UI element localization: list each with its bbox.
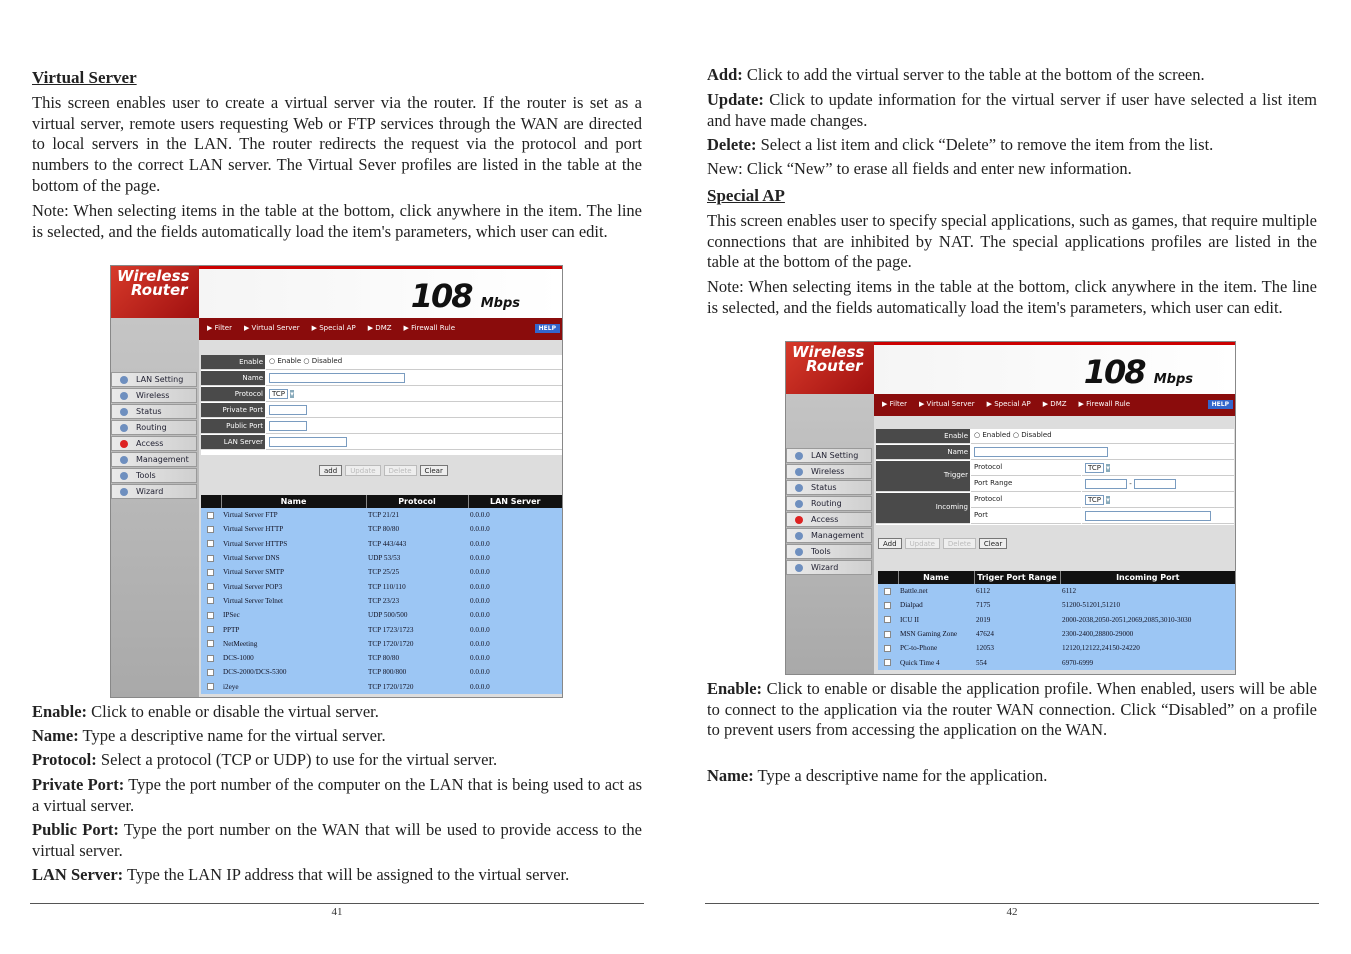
table-cell: TCP 1720/1720 bbox=[368, 682, 414, 691]
vs-buttons bbox=[319, 465, 451, 476]
table-cell: 47624 bbox=[976, 630, 994, 639]
table-cell: 0.0.0.0 bbox=[470, 654, 490, 663]
menu-access[interactable]: Access bbox=[786, 512, 872, 527]
nav-virtual-server[interactable]: ▶ Virtual Server bbox=[243, 324, 300, 332]
vs-row[interactable] bbox=[201, 579, 563, 593]
update-button[interactable]: Update bbox=[345, 465, 380, 476]
left-footer bbox=[30, 903, 644, 918]
ap-form: Enable ○ Enabled ○ Disabled Name Trigger Protocol TCP ▾ Port Range - Incoming Protocol TCP ▾ Port bbox=[876, 429, 1234, 525]
clear-button[interactable]: Clear bbox=[420, 465, 448, 476]
table-cell: TCP 1723/1723 bbox=[368, 625, 414, 634]
table-cell: Virtual Server SMTP bbox=[223, 568, 285, 577]
table-cell: Virtual Server FTP bbox=[223, 511, 278, 520]
nav-special-ap[interactable]: ▶ Special AP bbox=[311, 324, 356, 332]
menu-wireless[interactable]: Wireless bbox=[111, 388, 197, 403]
table-cell: Quick Time 4 bbox=[900, 658, 940, 667]
enable-label: Enable bbox=[201, 355, 265, 370]
table-cell: i2eye bbox=[223, 682, 239, 691]
col-name: Name bbox=[221, 495, 366, 508]
def-delete: Delete: Select a list item and click “Delete” to remove the item from the list. bbox=[707, 135, 1214, 154]
menu-management[interactable]: Management bbox=[111, 452, 197, 467]
table-cell: NetMeeting bbox=[223, 639, 258, 648]
nav-dmz[interactable]: ▶ DMZ bbox=[1042, 400, 1067, 408]
def-new: New: Click “New” to erase all fields and enter new information. bbox=[707, 159, 1132, 178]
table-cell: Virtual Server DNS bbox=[223, 554, 280, 563]
page-number-left: 41 bbox=[331, 906, 343, 918]
table-cell: Virtual Server POP3 bbox=[223, 582, 283, 591]
table-cell: 0.0.0.0 bbox=[470, 625, 490, 634]
row-checkbox[interactable] bbox=[878, 627, 898, 641]
table-cell: 0.0.0.0 bbox=[470, 511, 490, 520]
table-cell: PPTP bbox=[223, 625, 240, 634]
protocol-label: Protocol bbox=[201, 387, 265, 402]
enable-radios[interactable]: ○ Enabled ○ Disabled bbox=[971, 429, 1234, 444]
trigger-protocol-label: Protocol bbox=[971, 461, 1081, 476]
table-cell: 0.0.0.0 bbox=[470, 539, 490, 548]
vs-row[interactable] bbox=[201, 537, 563, 551]
ap-row[interactable] bbox=[878, 584, 1236, 598]
nav-special-ap[interactable]: ▶ Special AP bbox=[986, 400, 1031, 408]
table-cell: 0.0.0.0 bbox=[470, 525, 490, 534]
col-protocol: Protocol bbox=[366, 495, 468, 508]
ap-row[interactable] bbox=[878, 655, 1236, 669]
menu-routing[interactable]: Routing bbox=[786, 496, 872, 511]
table-cell: UDP 53/53 bbox=[368, 554, 401, 563]
trigger-port-start[interactable] bbox=[1085, 479, 1127, 489]
ap-buttons bbox=[878, 538, 1010, 549]
table-cell: Battle.net bbox=[900, 587, 928, 596]
incoming-port-input[interactable] bbox=[1085, 511, 1211, 521]
trigger-port-end[interactable] bbox=[1134, 479, 1176, 489]
menu-status[interactable]: Status bbox=[111, 404, 197, 419]
vs-row[interactable] bbox=[201, 680, 563, 694]
table-cell: UDP 500/500 bbox=[368, 611, 408, 620]
enable-label: Enable bbox=[876, 429, 970, 444]
vs-table bbox=[201, 495, 563, 694]
update-button[interactable]: Update bbox=[905, 538, 940, 549]
name-input[interactable] bbox=[974, 447, 1108, 457]
vs-row[interactable] bbox=[201, 608, 563, 622]
speed-logo: 108 Mbps bbox=[410, 277, 520, 315]
name-label: Name bbox=[876, 445, 970, 460]
def-public-port: Public Port: Type the port number on the WAN that will be used to provide access to the virtual server. bbox=[32, 820, 642, 860]
table-cell: TCP 21/21 bbox=[368, 511, 400, 520]
row-checkbox[interactable] bbox=[878, 655, 898, 669]
help-button[interactable]: HELP bbox=[535, 324, 560, 333]
ap-row[interactable] bbox=[878, 627, 1236, 641]
special-ap-note: Note: When selecting items in the table at the bottom, click anywhere in the item. The line is selected, and the fields automatically load the item's parameters, which user can edit. bbox=[707, 277, 1317, 317]
private-port-label: Private Port bbox=[201, 403, 265, 418]
name-label: Name bbox=[201, 371, 265, 386]
row-checkbox[interactable] bbox=[201, 622, 221, 636]
row-checkbox[interactable] bbox=[878, 584, 898, 598]
def-lan-server: LAN Server: Type the LAN IP address that will be assigned to the virtual server. bbox=[32, 865, 570, 884]
vs-row[interactable] bbox=[201, 622, 563, 636]
side-menu bbox=[786, 448, 872, 576]
row-checkbox[interactable] bbox=[878, 613, 898, 627]
nav-firewall-rule[interactable]: ▶ Firewall Rule bbox=[403, 324, 456, 332]
table-cell: 6970-6999 bbox=[1062, 658, 1094, 667]
enable-radios[interactable]: ○ Enable ○ Disabled bbox=[266, 355, 563, 370]
lan-server-input[interactable] bbox=[269, 437, 347, 447]
vs-row[interactable] bbox=[201, 551, 563, 565]
speed-logo: 108 Mbps bbox=[1083, 353, 1193, 391]
nav-filter[interactable]: ▶ Filter bbox=[882, 400, 907, 408]
lan-server-label: LAN Server bbox=[201, 435, 265, 450]
table-cell: Virtual Server HTTP bbox=[223, 525, 284, 534]
delete-button[interactable]: Delete bbox=[384, 465, 417, 476]
table-cell: TCP 25/25 bbox=[368, 568, 400, 577]
banner bbox=[874, 342, 1235, 394]
table-cell: 0.0.0.0 bbox=[470, 568, 490, 577]
banner bbox=[199, 266, 562, 318]
table-cell: Dialpad bbox=[900, 601, 923, 610]
row-checkbox[interactable] bbox=[201, 680, 221, 694]
table-cell: TCP 1720/1720 bbox=[368, 639, 414, 648]
incoming-label: Incoming bbox=[876, 493, 970, 524]
menu-tools[interactable]: Tools bbox=[786, 544, 872, 559]
top-nav bbox=[874, 394, 1235, 416]
table-cell: TCP 80/80 bbox=[368, 654, 400, 663]
ap-row[interactable] bbox=[878, 613, 1236, 627]
table-cell: PC-to-Phone bbox=[900, 644, 938, 653]
col-trigger-port-range: Triger Port Range bbox=[974, 571, 1060, 584]
ap-row[interactable] bbox=[878, 598, 1236, 612]
vs-row[interactable] bbox=[201, 522, 563, 536]
table-cell: MSN Gaming Zone bbox=[900, 630, 958, 639]
router-logo: Wireless Router bbox=[111, 266, 199, 318]
incoming-protocol-label: Protocol bbox=[971, 493, 1081, 508]
vs-row[interactable] bbox=[201, 565, 563, 579]
def-protocol: Protocol: Select a protocol (TCP or UDP) to use for the virtual server. bbox=[32, 750, 498, 769]
menu-status[interactable]: Status bbox=[786, 480, 872, 495]
delete-button[interactable]: Delete bbox=[943, 538, 976, 549]
trigger-protocol-select[interactable]: TCP ▾ bbox=[1082, 461, 1234, 476]
def-ap-name: Name: Type a descriptive name for the application. bbox=[707, 766, 1048, 785]
table-cell: DCS-2000/DCS-5300 bbox=[223, 668, 287, 677]
table-cell: 0.0.0.0 bbox=[470, 639, 490, 648]
menu-tools[interactable]: Tools bbox=[111, 468, 197, 483]
virtual-server-note: Note: When selecting items in the table at the bottom, click anywhere in the item. The line is selected, and the fields automatically load the item's parameters, which user can edit. bbox=[32, 201, 642, 241]
table-cell: Virtual Server Telnet bbox=[223, 596, 284, 605]
virtual-server-intro: This screen enables user to create a virtual server via the router. If the router is set as a virtual server, remote users requesting Web or FTP services through the WAN are directed to local servers in the LAN. The router redirects the request via the protocol and port numbers to the correct LAN server. The Virtual Sever profiles are listed in the table at the bottom of the page. bbox=[32, 93, 642, 195]
help-button[interactable]: HELP bbox=[1208, 400, 1233, 409]
vs-row[interactable] bbox=[201, 594, 563, 608]
row-checkbox[interactable] bbox=[201, 579, 221, 593]
menu-lan-setting[interactable]: LAN Setting bbox=[786, 448, 872, 463]
col-lan-server: LAN Server bbox=[468, 495, 563, 508]
nav-dmz[interactable]: ▶ DMZ bbox=[367, 324, 392, 332]
nav-filter[interactable]: ▶ Filter bbox=[207, 324, 232, 332]
table-cell: TCP 23/23 bbox=[368, 596, 400, 605]
table-cell: 51200-51201,51210 bbox=[1062, 601, 1121, 610]
special-ap-heading: Special AP bbox=[707, 186, 785, 205]
table-cell: 0.0.0.0 bbox=[470, 668, 490, 677]
def-add: Add: Click to add the virtual server to the table at the bottom of the screen. bbox=[707, 65, 1205, 84]
row-checkbox[interactable] bbox=[878, 598, 898, 612]
col-name: Name bbox=[898, 571, 974, 584]
private-port-input[interactable] bbox=[269, 405, 307, 415]
vs-row[interactable] bbox=[201, 651, 563, 665]
def-enable: Enable: Click to enable or disable the virtual server. bbox=[32, 702, 379, 721]
table-cell: 2019 bbox=[976, 615, 991, 624]
table-cell: 0.0.0.0 bbox=[470, 611, 490, 620]
side-menu bbox=[111, 372, 197, 500]
nav-virtual-server[interactable]: ▶ Virtual Server bbox=[918, 400, 975, 408]
vs-row[interactable] bbox=[201, 508, 563, 522]
menu-wireless[interactable]: Wireless bbox=[786, 464, 872, 479]
table-cell: TCP 800/800 bbox=[368, 668, 407, 677]
vs-row[interactable] bbox=[201, 637, 563, 651]
menu-wizard[interactable]: Wizard bbox=[786, 560, 872, 575]
vs-form bbox=[201, 355, 563, 455]
public-port-input[interactable] bbox=[269, 421, 307, 431]
table-cell: 0.0.0.0 bbox=[470, 554, 490, 563]
col-incoming-port: Incoming Port bbox=[1060, 571, 1236, 584]
vs-row[interactable] bbox=[201, 665, 563, 679]
add-button[interactable]: Add bbox=[878, 538, 902, 549]
table-cell: ICU II bbox=[900, 615, 919, 624]
def-ap-enable: Enable: Click to enable or disable the application profile. When enabled, users will be able to connect to the application via the router WAN connection. Click “Disabled” on a profile to prevent users from accessing the application on the WAN. bbox=[707, 679, 1317, 740]
menu-routing[interactable]: Routing bbox=[111, 420, 197, 435]
row-checkbox[interactable] bbox=[201, 637, 221, 651]
nav-firewall-rule[interactable]: ▶ Firewall Rule bbox=[1078, 400, 1131, 408]
protocol-select[interactable]: TCP ▾ bbox=[266, 387, 563, 402]
trigger-label: Trigger bbox=[876, 461, 970, 492]
table-cell: 2000-2038,2050-2051,2069,2085,3010-3030 bbox=[1062, 615, 1192, 624]
incoming-protocol-select[interactable]: TCP ▾ bbox=[1082, 493, 1234, 508]
table-cell: Virtual Server HTTPS bbox=[223, 539, 288, 548]
row-checkbox[interactable] bbox=[201, 665, 221, 679]
row-checkbox[interactable] bbox=[201, 522, 221, 536]
row-checkbox[interactable] bbox=[201, 608, 221, 622]
menu-wizard[interactable]: Wizard bbox=[111, 484, 197, 499]
virtual-server-screenshot bbox=[110, 265, 563, 698]
row-checkbox[interactable] bbox=[201, 594, 221, 608]
name-input[interactable] bbox=[269, 373, 405, 383]
table-cell: 7175 bbox=[976, 601, 991, 610]
table-cell: 0.0.0.0 bbox=[470, 596, 490, 605]
def-name: Name: Type a descriptive name for the virtual server. bbox=[32, 726, 386, 745]
row-checkbox[interactable] bbox=[201, 565, 221, 579]
ap-table bbox=[878, 571, 1236, 670]
def-update: Update: Click to update information for the virtual server if user have selected a list item and have made changes. bbox=[707, 90, 1317, 130]
table-cell: DCS-1000 bbox=[223, 654, 254, 663]
table-cell: IPSec bbox=[223, 611, 240, 620]
menu-management[interactable]: Management bbox=[786, 528, 872, 543]
table-cell: TCP 80/80 bbox=[368, 525, 400, 534]
ap-row[interactable] bbox=[878, 641, 1236, 655]
table-cell: TCP 443/443 bbox=[368, 539, 407, 548]
trigger-port-range-label: Port Range bbox=[971, 477, 1081, 492]
table-cell: 2300-2400,28800-29000 bbox=[1062, 630, 1134, 639]
top-nav bbox=[199, 318, 562, 340]
row-checkbox[interactable] bbox=[201, 651, 221, 665]
row-checkbox[interactable] bbox=[878, 641, 898, 655]
public-port-label: Public Port bbox=[201, 419, 265, 434]
virtual-server-heading: Virtual Server bbox=[32, 68, 137, 87]
table-cell: TCP 110/110 bbox=[368, 582, 406, 591]
table-cell: 0.0.0.0 bbox=[470, 682, 490, 691]
table-cell: 12120,12122,24150-24220 bbox=[1062, 644, 1140, 653]
row-checkbox[interactable] bbox=[201, 537, 221, 551]
page-number-right: 42 bbox=[1006, 906, 1018, 918]
row-checkbox[interactable] bbox=[201, 551, 221, 565]
table-cell: 6112 bbox=[1062, 587, 1077, 596]
menu-lan-setting[interactable]: LAN Setting bbox=[111, 372, 197, 387]
row-checkbox[interactable] bbox=[201, 508, 221, 522]
incoming-port-label: Port bbox=[971, 509, 1081, 524]
table-cell: 0.0.0.0 bbox=[470, 582, 490, 591]
table-cell: 12053 bbox=[976, 644, 994, 653]
def-private-port: Private Port: Type the port number of the computer on the LAN that is being used to act as a virtual server. bbox=[32, 775, 642, 815]
menu-access[interactable]: Access bbox=[111, 436, 197, 451]
special-ap-intro: This screen enables user to specify special applications, such as games, that require multiple connections that are inhibited by NAT. The special applications profiles are listed in the table at the bottom of the page. bbox=[707, 211, 1317, 272]
right-footer bbox=[705, 903, 1319, 918]
table-cell: 554 bbox=[976, 658, 987, 667]
router-logo: Wireless Router bbox=[786, 342, 874, 394]
special-ap-screenshot bbox=[785, 341, 1236, 675]
add-button[interactable]: add bbox=[319, 465, 342, 476]
clear-button[interactable]: Clear bbox=[979, 538, 1007, 549]
table-cell: 6112 bbox=[976, 587, 991, 596]
